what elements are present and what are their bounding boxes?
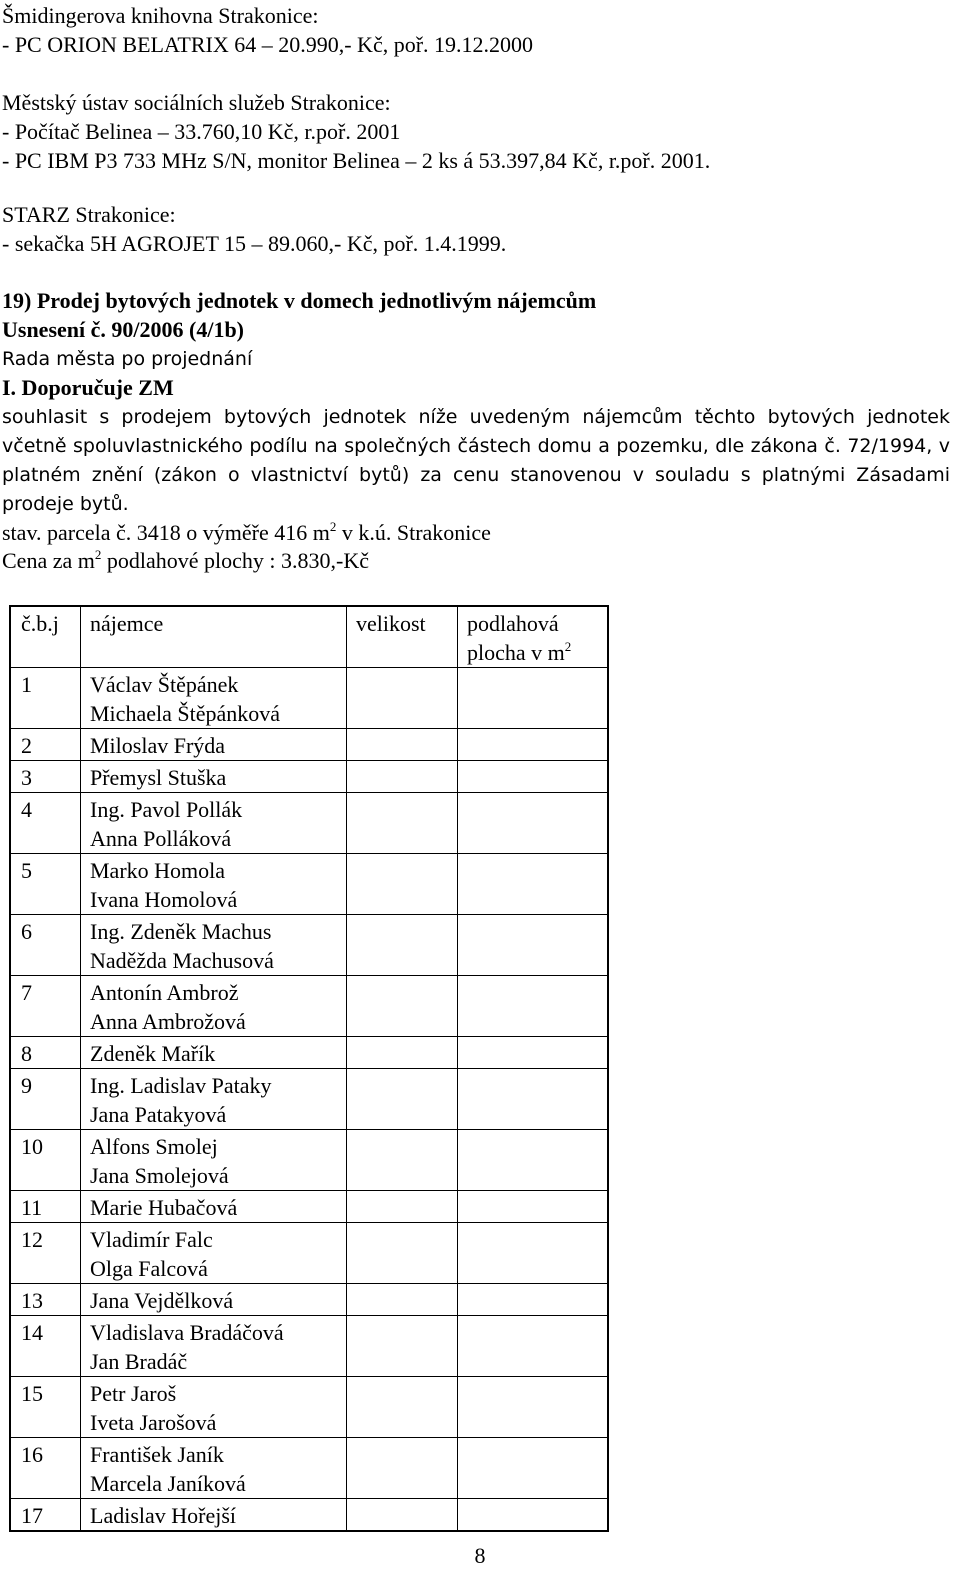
tenant-cell	[81, 1438, 347, 1499]
table-row	[10, 729, 608, 761]
tenant-cell	[81, 1499, 347, 1532]
tenant-name: Jana Smolejová	[90, 1163, 229, 1188]
table-row	[10, 1316, 608, 1377]
table-row	[10, 1069, 608, 1130]
tenant-name: Jan Bradáč	[90, 1349, 188, 1374]
tenant-cell	[81, 761, 347, 793]
unit-number-cell: 6	[10, 915, 81, 976]
tenant-name: Ing. Pavol Pollák	[90, 797, 243, 822]
size-cell	[347, 1223, 458, 1284]
header-unit-no: č.b.j	[10, 606, 81, 668]
unit-number-cell: 12	[10, 1223, 81, 1284]
resolution-number: Usnesení č. 90/2006 (4/1b)	[2, 317, 244, 342]
tenant-cell	[81, 729, 347, 761]
header-area: podlahová plocha v $m^2$	[458, 606, 609, 668]
unit-number-cell: 16	[10, 1438, 81, 1499]
tenant-name: Zdeněk Mařík	[90, 1041, 216, 1066]
tenant-name: Miloslav Frýda	[90, 733, 226, 758]
table-row	[10, 1223, 608, 1284]
unit-number-cell: 14	[10, 1316, 81, 1377]
unit-number-cell: 17	[10, 1499, 81, 1532]
size-cell	[347, 1438, 458, 1499]
resolution-paragraph: souhlasit s prodejem bytových jednotek níže uvedeným nájemcům těchto bytových jednotek včetně spoluvlastnického podílu na společných částech domu a pozemku, dle zákona č. 72/1994, v platném znění (zákon o vlastnictví bytů) za cenu stanovenou v souladu s platnými Zásadami prodeje bytů.	[2, 406, 950, 515]
units-table	[9, 605, 609, 1532]
tenant-name: Jana Patakyová	[90, 1102, 227, 1127]
tenant-name: Přemysl Stuška	[90, 765, 227, 790]
tenant-name: Alfons Smolej	[90, 1134, 218, 1159]
unit-number-cell: 13	[10, 1284, 81, 1316]
size-cell	[347, 915, 458, 976]
area-cell	[458, 668, 609, 729]
tenant-name: Ing. Ladislav Pataky	[90, 1073, 272, 1098]
section19-title: 19) Prodej bytových jednotek v domech jednotlivým nájemcům	[2, 288, 597, 313]
area-cell	[458, 1499, 609, 1532]
unit-number-cell: 4	[10, 793, 81, 854]
tenant-name: Vladislava Bradáčová	[90, 1320, 284, 1345]
size-cell	[347, 729, 458, 761]
unit-number-cell: 8	[10, 1037, 81, 1069]
unit-number-cell: 2	[10, 729, 81, 761]
unit-number-cell: 10	[10, 1130, 81, 1191]
tenant-cell	[81, 1069, 347, 1130]
tenant-cell	[81, 915, 347, 976]
size-cell	[347, 1037, 458, 1069]
area-cell	[458, 1223, 609, 1284]
area-cell	[458, 1191, 609, 1223]
table-row	[10, 1499, 608, 1532]
table-row	[10, 915, 608, 976]
table-row	[10, 668, 608, 729]
section-heading-social-services: Městský ústav sociálních služeb Strakonice:	[2, 90, 391, 115]
unit-number-cell: 1	[10, 668, 81, 729]
size-cell	[347, 793, 458, 854]
tenant-name: Marko Homola	[90, 858, 226, 883]
tenant-name: František Janík	[90, 1442, 224, 1467]
table-row	[10, 1191, 608, 1223]
unit-number-cell: 11	[10, 1191, 81, 1223]
size-cell	[347, 1069, 458, 1130]
size-cell	[347, 761, 458, 793]
table-row	[10, 976, 608, 1037]
tenant-cell	[81, 1191, 347, 1223]
tenant-cell	[81, 668, 347, 729]
recommend-line: I. Doporučuje ZM	[2, 375, 174, 400]
header-size: velikost	[347, 606, 458, 668]
table-header-row	[10, 606, 608, 668]
table-row	[10, 1438, 608, 1499]
area-cell	[458, 1377, 609, 1438]
tenant-cell	[81, 976, 347, 1037]
tenant-cell	[81, 1284, 347, 1316]
table-row	[10, 793, 608, 854]
tenant-name: Vladimír Falc	[90, 1227, 213, 1252]
tenant-name: Naděžda Machusová	[90, 948, 274, 973]
area-cell	[458, 1438, 609, 1499]
area-cell	[458, 793, 609, 854]
area-cell	[458, 976, 609, 1037]
size-cell	[347, 1316, 458, 1377]
tenant-name: Václav Štěpánek	[90, 672, 239, 697]
section-item: - PC IBM P3 733 MHz S/N, monitor Belinea – 2 ks á 53.397,84 Kč, r.poř. 2001.	[2, 148, 711, 173]
size-cell	[347, 1130, 458, 1191]
tenant-name: Ing. Zdeněk Machus	[90, 919, 272, 944]
size-cell	[347, 976, 458, 1037]
tenant-name: Michaela Štěpánková	[90, 701, 280, 726]
section-heading-starz: STARZ Strakonice:	[2, 202, 176, 227]
table-row	[10, 1377, 608, 1438]
table-row	[10, 761, 608, 793]
price-line: Cena za $m^2$ podlahové plochy : 3.830,-Kč	[2, 547, 369, 573]
header-tenant: nájemce	[81, 606, 347, 668]
council-line: Rada města po projednání	[2, 348, 253, 370]
page-number: 8	[474, 1543, 486, 1568]
section-item: - PC ORION BELATRIX 64 – 20.990,- Kč, poř. 19.12.2000	[2, 32, 534, 57]
table-row	[10, 1284, 608, 1316]
tenant-cell	[81, 1223, 347, 1284]
tenant-cell	[81, 854, 347, 915]
parcel-line: stav. parcela č. 3418 o výměře 416 $m^2$ v k.ú. Strakonice	[2, 519, 491, 545]
area-cell	[458, 854, 609, 915]
tenant-name: Anna Ambrožová	[90, 1009, 246, 1034]
size-cell	[347, 668, 458, 729]
tenant-cell	[81, 1377, 347, 1438]
tenant-cell	[81, 1316, 347, 1377]
area-cell	[458, 1284, 609, 1316]
tenant-name: Iveta Jarošová	[90, 1410, 217, 1435]
size-cell	[347, 854, 458, 915]
size-cell	[347, 1284, 458, 1316]
section-item: - sekačka 5H AGROJET 15 – 89.060,- Kč, poř. 1.4.1999.	[2, 231, 507, 256]
tenant-name: Jana Vejdělková	[90, 1288, 234, 1313]
area-cell	[458, 1316, 609, 1377]
size-cell	[347, 1191, 458, 1223]
unit-number-cell: 5	[10, 854, 81, 915]
tenant-name: Olga Falcová	[90, 1256, 208, 1281]
table-row	[10, 854, 608, 915]
area-cell	[458, 1037, 609, 1069]
table-row	[10, 1130, 608, 1191]
tenant-name: Ladislav Hořejší	[90, 1503, 237, 1528]
tenant-cell	[81, 793, 347, 854]
tenant-cell	[81, 1130, 347, 1191]
unit-number-cell: 7	[10, 976, 81, 1037]
area-cell	[458, 1069, 609, 1130]
unit-number-cell: 15	[10, 1377, 81, 1438]
tenant-name: Antonín Ambrož	[90, 980, 239, 1005]
section-heading-library: Šmidingerova knihovna Strakonice:	[2, 3, 319, 28]
section-item: - Počítač Belinea – 33.760,10 Kč, r.poř. 2001	[2, 119, 401, 144]
tenant-name: Marie Hubačová	[90, 1195, 238, 1220]
area-cell	[458, 761, 609, 793]
area-cell	[458, 729, 609, 761]
table-row	[10, 1037, 608, 1069]
tenant-name: Ivana Homolová	[90, 887, 238, 912]
tenant-name: Marcela Janíková	[90, 1471, 246, 1496]
tenant-cell	[81, 1037, 347, 1069]
unit-number-cell: 9	[10, 1069, 81, 1130]
size-cell	[347, 1499, 458, 1532]
unit-number-cell: 3	[10, 761, 81, 793]
area-cell	[458, 915, 609, 976]
size-cell	[347, 1377, 458, 1438]
tenant-name: Anna Polláková	[90, 826, 232, 851]
area-cell	[458, 1130, 609, 1191]
tenant-name: Petr Jaroš	[90, 1381, 177, 1406]
